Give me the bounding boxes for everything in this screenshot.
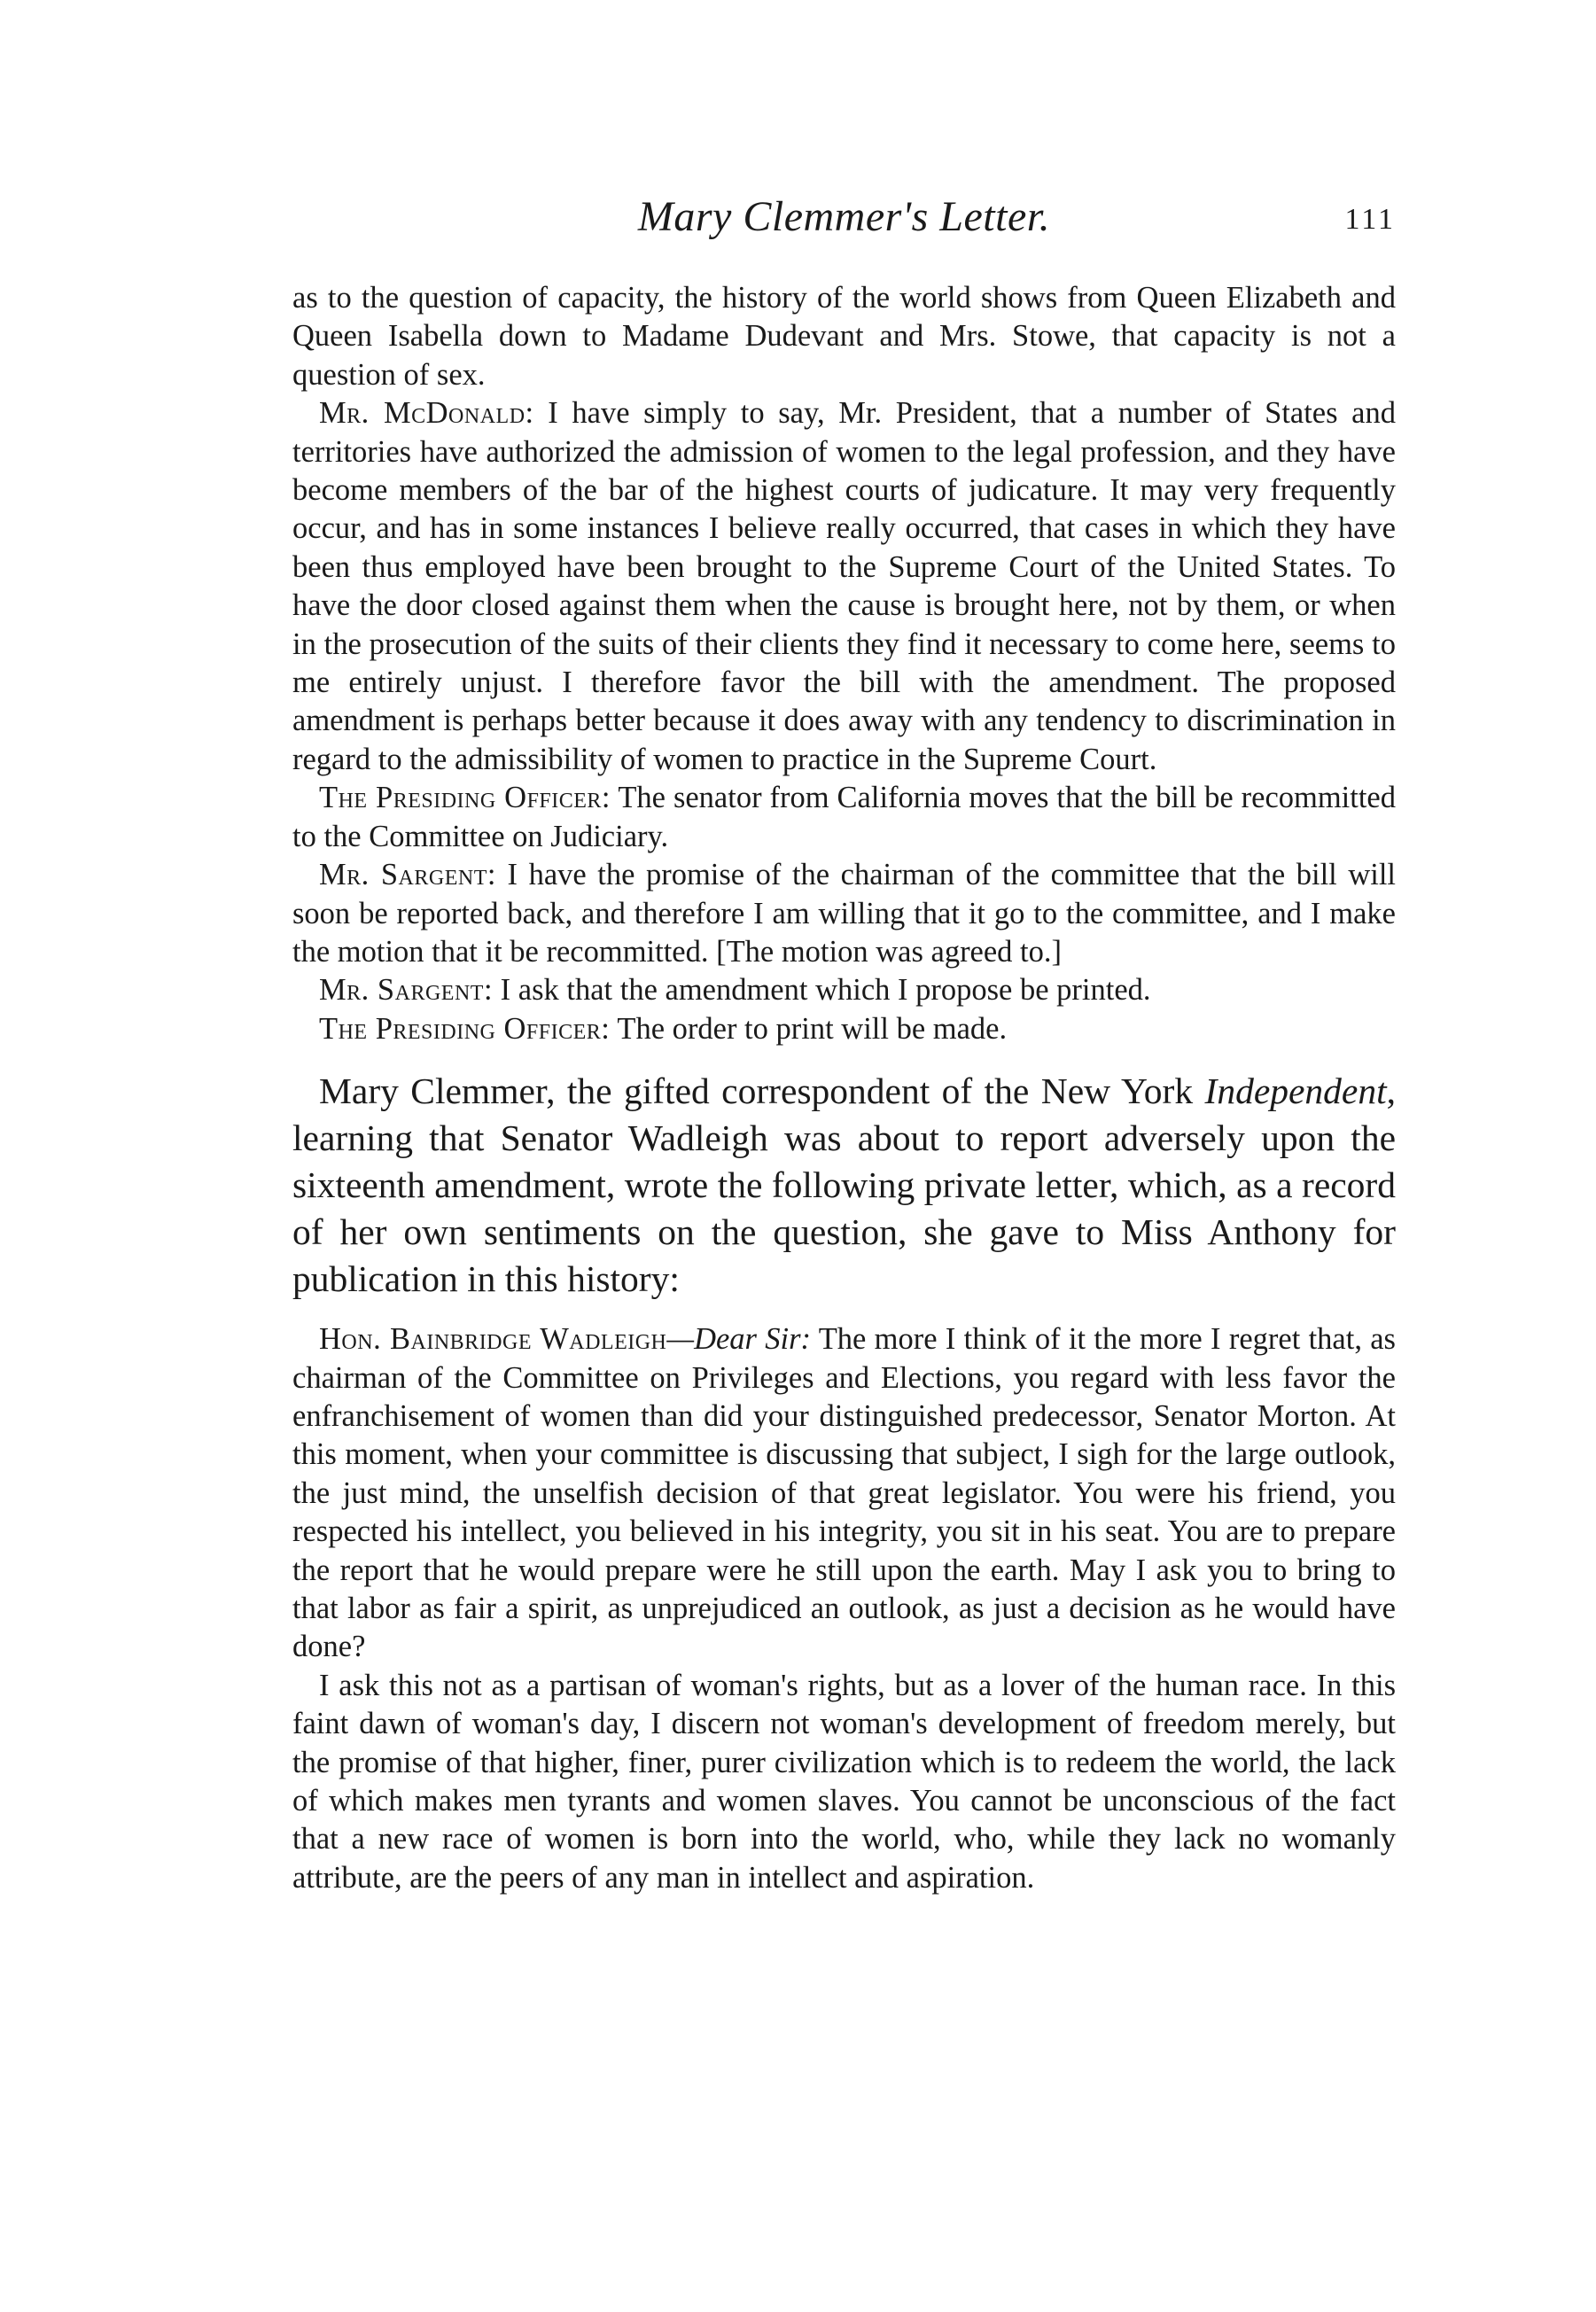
speaker-name: The Presiding Officer:: [319, 781, 611, 815]
speaker-name: Mr. Sargent:: [319, 973, 494, 1008]
paragraph-letter-body: I ask this not as a partisan of woman's rights, but as a lover of the human race. In this faint dawn of woman's day, I discern not woman's development of freedom merely, but the promise of that higher, finer, purer civilization which is to redeem the world, the lack of which makes men tyrants and women slaves. You cannot be unconscious of the fact that a new race of women is born into the world, who, while they lack no womanly attribute, are the peers of any man in intellect and aspiration.: [292, 1668, 1396, 1895]
speaker-name: The Presiding Officer:: [319, 1011, 611, 1046]
paragraph-mary-clemmer-intro: [292, 1068, 1396, 1303]
speaker-name: Mr. McDonald:: [319, 396, 534, 431]
letter-text: The more I think of it the more I regret that, as chairman of the Committee on Privileges and Elections, you regard with less favor the enfranchisement of women than did your distinguished predecessor, Senator Morton. At this moment, when your committee is discussing that subject, I sigh for the large outlook, the just mind, the unselfish decision of that great legislator. You were his friend, you respected his intellect, you believed in his integrity, you sit in his seat. You are to prepare the report that he would prepare were he still upon the earth. May I ask you to bring to that labor as fair a spirit, as unprejudiced an outlook, as just a decision as he would have done?: [292, 1322, 1396, 1664]
page-number: 111: [1344, 203, 1396, 236]
paragraph-capacity: as to the question of capacity, the history of the world shows from Queen Elizabeth and Queen Isabella down to Madame Dudevant and Mrs. Stowe, that capacity is not a question of sex.: [292, 281, 1396, 392]
addressee-name: Hon. Bainbridge Wadleigh: [319, 1322, 667, 1357]
speech-text: I have simply to say, Mr. President, that a number of States and territories have authorized the admission of women to the legal profession, and they have become members of the bar of the highest courts of judicature. It may very frequently occur, and has in some instances I believe really occurred, that cases in which they have been thus employed have been brought to the Supreme Court of the United States. To have the door closed against them when the cause is brought here, not by them, or when in the prosecution of the suits of their clients they find it necessary to come here, seems to me entirely unjust. I therefore favor the bill with the amendment. The proposed amendment is perhaps better because it does away with any tendency to discrimination in regard to the admissibility of women to practice in the Supreme Court.: [292, 396, 1396, 776]
paragraph-presiding-officer-1: [292, 779, 1396, 856]
paragraph-mcdonald: [292, 394, 1396, 779]
speech-text: I ask that the amendment which I propose be printed.: [493, 973, 1151, 1008]
speech-text: The senator from California moves that the bill be recommitted to the Committee on Judiciary.: [292, 781, 1396, 853]
book-page: [292, 191, 1396, 1897]
speaker-name: Mr. Sargent:: [319, 858, 496, 892]
speech-text: The order to print will be made.: [610, 1011, 1008, 1046]
paragraph-letter-salutation: [292, 1320, 1396, 1667]
paragraph-sargent-1: [292, 856, 1396, 971]
running-head: [292, 191, 1396, 253]
paragraph-sargent-2: [292, 971, 1396, 1009]
salutation: —Dear Sir:: [666, 1322, 812, 1357]
intro-text-after: , learning that Senator Wadleigh was about to report adversely upon the sixteenth amendment, wrote the following private letter, which, as a record of her own sentiments on the question, she gave to Miss Anthony for publication in this history:: [292, 1070, 1396, 1300]
speech-text: I have the promise of the chairman of the committee that the bill will soon be reported back, and therefore I am willing that it go to the committee, and I make the motion that it be recommitted. [The motion was agreed to.]: [292, 858, 1397, 969]
running-title: Mary Clemmer's Letter.: [637, 193, 1051, 240]
paragraph-presiding-officer-2: [292, 1010, 1396, 1048]
publication-name: Independent: [1204, 1070, 1387, 1112]
intro-text-before: Mary Clemmer, the gifted correspondent of the New York: [319, 1070, 1205, 1112]
